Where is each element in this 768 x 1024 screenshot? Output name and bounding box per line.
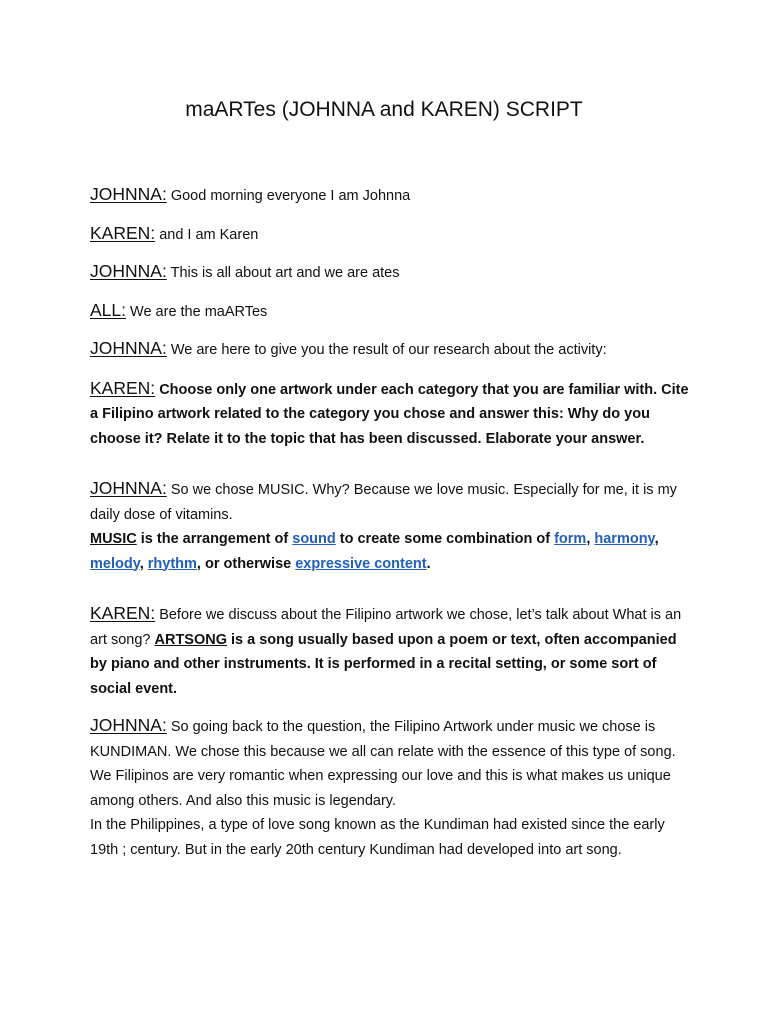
speaker-johnna: JOHNNA: (90, 184, 167, 204)
definition-end: . (426, 555, 431, 572)
activity-instructions: Choose only one artwork under each category that you are familiar with. Cite a Filipino artwork related to the category you chose and answer this: Why do you choose it? Relate it to the topic that has been discussed. Elaborate your answer. (90, 381, 689, 447)
script-line-4 (90, 298, 690, 325)
definition-text: , or otherwise (196, 555, 296, 572)
form-link[interactable]: form (554, 531, 587, 547)
separator: , (654, 531, 659, 547)
artsong-definition: is a song usually based upon a poem or text, often accompanied by piano and other instruments. It is performed in a recital setting, or some sort of social event. (90, 631, 677, 697)
line-text: We are the maARTes (130, 303, 268, 320)
document-title: maARTes (JOHNNA and KAREN) SCRIPT (185, 98, 583, 121)
sound-link[interactable]: sound (292, 531, 336, 547)
melody-link[interactable]: melody (90, 555, 140, 572)
expressive-content-link[interactable]: expressive content (295, 555, 427, 572)
script-line-8 (90, 601, 690, 701)
speaker-karen: KAREN: (90, 222, 156, 243)
line-text: This is all about art and we are ates (170, 265, 400, 281)
kundiman-history: In the Philippines, a type of love song known as the Kundiman had existed since the early 19th ; century. But in the early 20th century Kundiman had developed into art song. (90, 817, 665, 858)
music-definition (90, 527, 690, 576)
line-text: Before we discuss about the Filipino artwork we chose, let’s talk about What is an art song? (90, 607, 682, 648)
line-text: So we chose MUSIC. Why? Because we love music. Especially for me, it is my daily dose of vitamins. (90, 482, 677, 523)
separator: , (139, 555, 148, 572)
line-text: and I am Karen (159, 226, 259, 243)
script-line-7 (90, 476, 690, 527)
music-term: MUSIC (90, 531, 137, 547)
line-text: So going back to the question, the Filipino Artwork under music we chose is KUNDIMAN. We chose this because we all can relate with the essence of this type of song. We Filipinos are very romantic when expressing our love and this is what makes us unique among others. And also this music is legendary. (90, 719, 676, 809)
speaker-johnna: JOHNNA: (90, 261, 167, 281)
script-line-2 (90, 221, 690, 248)
rhythm-link[interactable]: rhythm (147, 555, 197, 572)
harmony-link[interactable]: harmony (594, 531, 655, 547)
script-body (90, 182, 690, 862)
definition-text: to create some combination of (335, 531, 555, 547)
speaker-johnna: JOHNNA: (90, 338, 167, 358)
line-text: Good morning everyone I am Johnna (170, 188, 411, 204)
speaker-karen: KAREN: (90, 603, 156, 623)
speaker-johnna: JOHNNA: (90, 715, 167, 735)
script-line-6 (90, 376, 690, 452)
speaker-all: ALL: (90, 299, 126, 320)
script-line-3 (90, 259, 690, 286)
definition-text: is the arrangement of (136, 531, 293, 547)
script-line-1 (90, 182, 690, 209)
script-line-9 (90, 713, 690, 813)
speaker-karen: KAREN: (90, 377, 156, 398)
script-line-5 (90, 336, 690, 363)
separator: , (586, 531, 595, 547)
artsong-term: ARTSONG (154, 631, 227, 648)
line-text: We are here to give you the result of our research about the activity: (170, 342, 607, 358)
speaker-johnna: JOHNNA: (90, 478, 167, 498)
